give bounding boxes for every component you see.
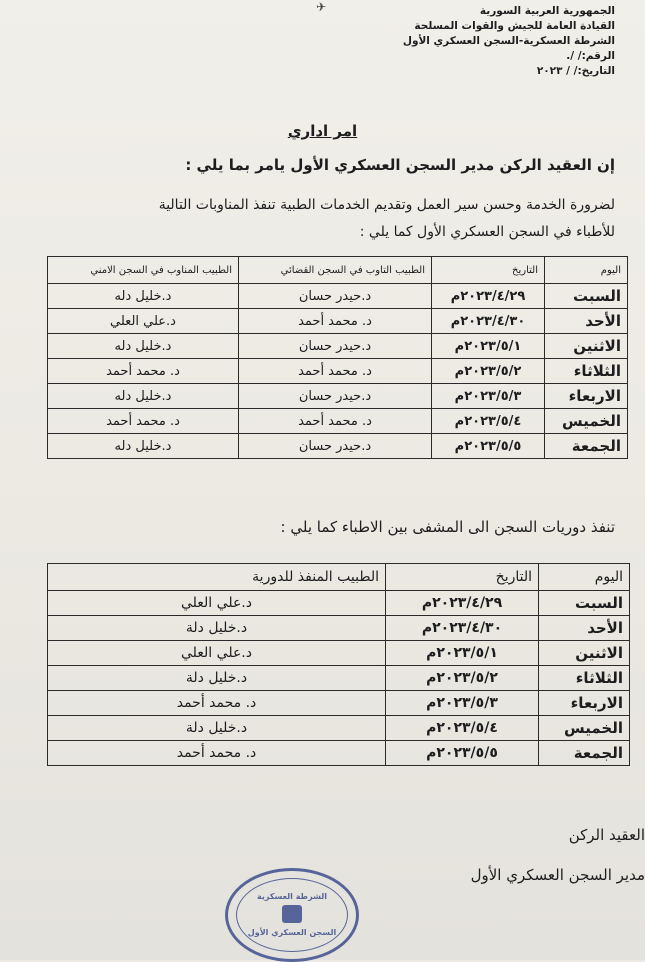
table-row xyxy=(48,616,630,641)
day-cell: الخميس xyxy=(539,716,630,741)
date-cell: ٢٠٢٣/٥/٣م xyxy=(432,384,545,409)
doctor-cell: د.علي العلي xyxy=(48,591,386,616)
doctor-cell: د.خليل دله xyxy=(48,284,239,309)
doctor-cell: د.علي العلي xyxy=(48,309,239,334)
table-header-row xyxy=(48,257,628,284)
doctor-cell: د.خليل دلة xyxy=(48,716,386,741)
table-row xyxy=(48,334,628,359)
table-row xyxy=(48,666,630,691)
doctor-cell: د.خليل دله xyxy=(48,384,239,409)
date-cell: ٢٠٢٣/٥/٢م xyxy=(386,666,539,691)
doctor-cell: د. محمد أحمد xyxy=(239,309,432,334)
header-day: اليوم xyxy=(539,564,630,591)
eagle-emblem-icon xyxy=(282,905,302,923)
doctor-cell: د.خليل دلة xyxy=(48,616,386,641)
stamp-line-1: الشرطة العسكرية xyxy=(257,892,327,901)
day-cell: الثلاثاء xyxy=(545,359,628,384)
doctor-cell: د.حيدر حسان xyxy=(239,384,432,409)
doctor-cell: د. محمد أحمد xyxy=(48,691,386,716)
header-security-doctor: الطبيب المناوب في السجن الامني xyxy=(48,257,239,284)
day-cell: السبت xyxy=(539,591,630,616)
day-cell: السبت xyxy=(545,284,628,309)
day-cell: الخميس xyxy=(545,409,628,434)
date-cell: ٢٠٢٣/٥/٢م xyxy=(432,359,545,384)
table-row xyxy=(48,641,630,666)
date-cell: ٢٠٢٣/٥/٣م xyxy=(386,691,539,716)
table-header-row xyxy=(48,564,630,591)
date-cell: ٢٠٢٣/٥/١م xyxy=(432,334,545,359)
doctor-cell: د.حيدر حسان xyxy=(239,334,432,359)
intro-paragraph xyxy=(159,192,615,246)
document-header xyxy=(403,4,615,79)
header-line-2: القيادة العامة للجيش والقوات المسلحة xyxy=(414,20,615,32)
doctor-cell: د.علي العلي xyxy=(48,641,386,666)
table-row xyxy=(48,309,628,334)
table-row xyxy=(48,716,630,741)
day-cell: الاثنين xyxy=(539,641,630,666)
date-cell: ٢٠٢٣/٤/٢٩م xyxy=(386,591,539,616)
day-cell: الاربعاء xyxy=(545,384,628,409)
day-cell: الأحد xyxy=(545,309,628,334)
header-line-3: الشرطة العسكرية-السجن العسكري الأول xyxy=(402,35,615,47)
doctor-cell: د.خليل دله xyxy=(48,434,239,459)
doctor-cell: د.خليل دله xyxy=(48,334,239,359)
day-cell: الاربعاء xyxy=(539,691,630,716)
header-reference-number: الرقم:/ /. xyxy=(566,50,615,62)
signature-rank: العقيد الركن xyxy=(568,826,645,844)
signature-role: مدير السجن العسكري الأول xyxy=(470,866,645,884)
date-cell: ٢٠٢٣/٥/٥م xyxy=(432,434,545,459)
day-cell: الاثنين xyxy=(545,334,628,359)
header-day: اليوم xyxy=(545,257,628,284)
date-cell: ٢٠٢٣/٤/٢٩م xyxy=(432,284,545,309)
doctor-cell: د. محمد أحمد xyxy=(48,359,239,384)
header-patrol-doctor: الطبيب المنفذ للدورية xyxy=(48,564,386,591)
patrol-section-title: تنفذ دوريات السجن الى المشفى بين الاطباء كما يلي : xyxy=(280,518,615,536)
patrol-table xyxy=(47,563,630,766)
header-date: التاريخ:/ / ٢٠٢٣ xyxy=(536,65,615,77)
table-row xyxy=(48,691,630,716)
doctor-cell: د. محمد أحمد xyxy=(239,359,432,384)
day-cell: الأحد xyxy=(539,616,630,641)
date-cell: ٢٠٢٣/٥/٤م xyxy=(432,409,545,434)
document-title: امر اداري xyxy=(287,122,358,140)
intro-line-2: للأطباء في السجن العسكري الأول كما يلي : xyxy=(359,224,615,240)
date-cell: ٢٠٢٣/٥/٥م xyxy=(386,741,539,766)
date-cell: ٢٠٢٣/٤/٣٠م xyxy=(386,616,539,641)
table-row xyxy=(48,741,630,766)
date-cell: ٢٠٢٣/٥/٤م xyxy=(386,716,539,741)
header-judicial-doctor: الطبيب التاوب في السجن القضائي xyxy=(239,257,432,284)
table-row xyxy=(48,359,628,384)
commander-line: إن العقيد الركن مدير السجن العسكري الأول يامر بما يلي : xyxy=(185,156,615,174)
day-cell: الجمعة xyxy=(545,434,628,459)
date-cell: ٢٠٢٣/٤/٣٠م xyxy=(432,309,545,334)
doctor-cell: د.حيدر حسان xyxy=(239,284,432,309)
doctor-cell: د. محمد أحمد xyxy=(48,741,386,766)
table-row xyxy=(48,284,628,309)
table-row xyxy=(48,591,630,616)
table-row xyxy=(48,384,628,409)
emblem-icon: ✈ xyxy=(316,0,327,14)
doctor-cell: د.خليل دلة xyxy=(48,666,386,691)
doctor-cell: د. محمد أحمد xyxy=(239,409,432,434)
shifts-table xyxy=(47,256,628,459)
official-stamp xyxy=(225,868,359,962)
header-line-1: الجمهورية العربية السورية xyxy=(479,5,615,17)
table-row xyxy=(48,434,628,459)
header-date: التاريخ xyxy=(386,564,539,591)
date-cell: ٢٠٢٣/٥/١م xyxy=(386,641,539,666)
intro-line-1: لضرورة الخدمة وحسن سير العمل وتقديم الخدمات الطبية تنفذ المناوبات التالية xyxy=(158,197,615,213)
stamp-line-2: السجن العسكري الأول xyxy=(247,928,337,937)
table-row xyxy=(48,409,628,434)
day-cell: الثلاثاء xyxy=(539,666,630,691)
doctor-cell: د.حيدر حسان xyxy=(239,434,432,459)
day-cell: الجمعة xyxy=(539,741,630,766)
doctor-cell: د. محمد أحمد xyxy=(48,409,239,434)
header-date: التاريخ xyxy=(432,257,545,284)
